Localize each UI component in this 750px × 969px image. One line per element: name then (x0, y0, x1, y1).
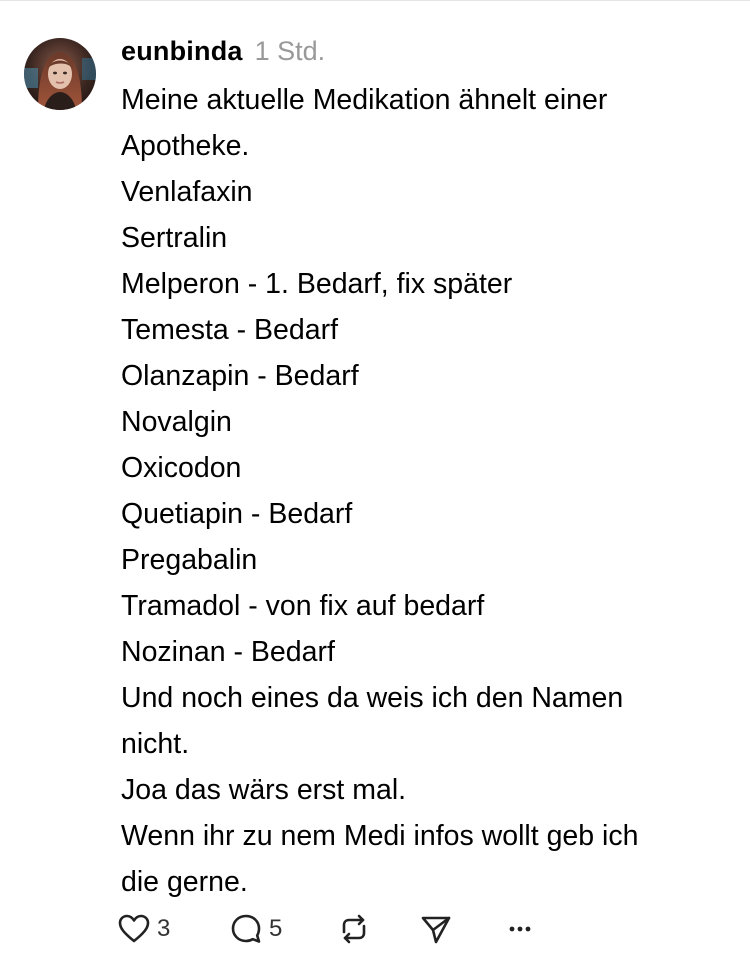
post-text-line: Novalgin (121, 406, 232, 438)
post-text-line: Pregabalin (121, 544, 258, 576)
reply-count: 5 (269, 915, 283, 942)
post-text-line: Wenn ihr zu nem Medi infos wollt geb ich (121, 820, 639, 852)
like-button[interactable] (117, 907, 170, 951)
post-text-line: Joa das wärs erst mal. (121, 774, 407, 806)
post-text-line: Und noch eines da weis ich den Namen (121, 682, 624, 714)
post-text-line: Quetiapin - Bedarf (121, 498, 353, 530)
comment-icon (229, 912, 263, 946)
post-text-line: Apotheke. (121, 130, 250, 162)
post-text-line: Olanzapin - Bedarf (121, 360, 359, 392)
action-bar (117, 907, 717, 951)
timestamp: 1 Std. (254, 36, 326, 66)
reply-button[interactable] (229, 907, 282, 951)
post-text-line: Oxicodon (121, 452, 242, 484)
post-text-line: die gerne. (121, 866, 248, 898)
post-text-line: nicht. (121, 728, 190, 760)
post-text-line: Melperon - 1. Bedarf, fix später (121, 268, 513, 300)
post-header (121, 36, 325, 70)
post-text-line: Venlafaxin (121, 176, 253, 208)
share-icon (419, 912, 453, 946)
post-text-line: Nozinan - Bedarf (121, 636, 335, 668)
top-divider (0, 0, 750, 1)
post-text-line: Meine aktuelle Medikation ähnelt einer (121, 84, 608, 116)
post-text-line: Tramadol - von fix auf bedarf (121, 590, 485, 622)
post-text-line: Sertralin (121, 222, 228, 254)
like-count: 3 (157, 915, 171, 942)
repost-button[interactable] (337, 907, 371, 951)
post-body (121, 78, 721, 906)
more-icon (503, 912, 537, 946)
avatar-image (24, 38, 96, 110)
repost-icon (337, 912, 371, 946)
heart-icon (117, 912, 151, 946)
post-text-line: Temesta - Bedarf (121, 314, 339, 346)
username[interactable]: eunbinda (121, 36, 243, 66)
avatar[interactable] (24, 38, 96, 110)
share-button[interactable] (419, 907, 453, 951)
more-button[interactable] (503, 907, 537, 951)
